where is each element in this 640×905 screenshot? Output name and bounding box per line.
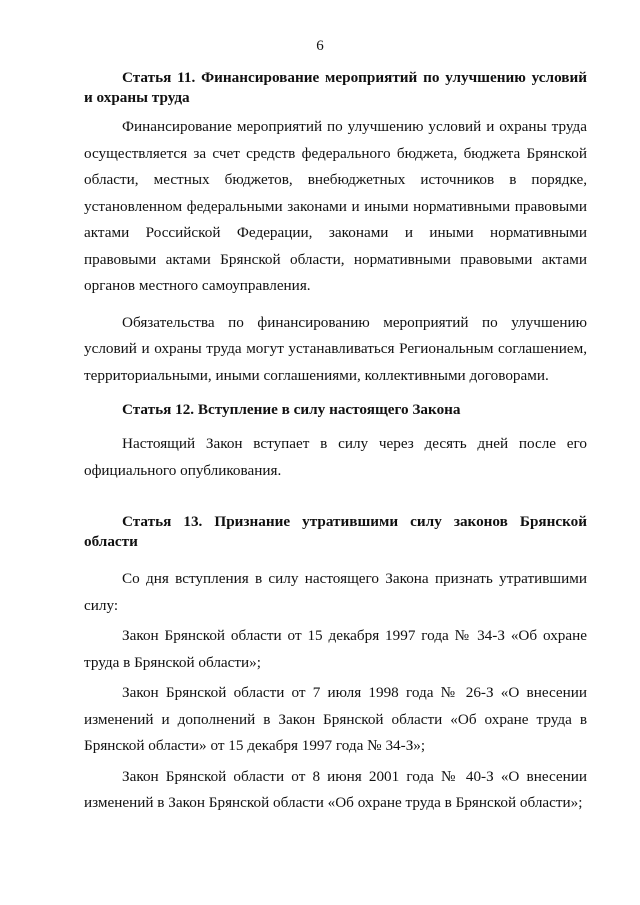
repealed-law-item-1: Закон Брянской области от 15 декабря 1997 года № 34-З «Об охране труда в Брянской области»;	[84, 627, 587, 671]
article-12-title: Статья 12. Вступление в силу настоящего Закона	[122, 401, 461, 418]
article-13-title: Статья 13. Признание утратившими силу законов Брянской области	[84, 513, 587, 550]
article-12-paragraph-1: Настоящий Закон вступает в силу через десять дней после его официального опубликования.	[84, 435, 587, 479]
page-number: 6	[316, 38, 324, 54]
article-13-intro: Со дня вступления в силу настоящего Закона признать утратившими силу:	[84, 570, 587, 614]
repealed-law-item-2: Закон Брянской области от 7 июля 1998 года № 26-З «О внесении изменений и дополнений в Закон Брянской области «Об охране труда в Брянской области» от 15 декабря 1997 года № 34-З»;	[84, 684, 587, 754]
repealed-law-item-3: Закон Брянской области от 8 июня 2001 года № 40-З «О внесении изменений в Закон Брянской области «Об охране труда в Брянской области»;	[84, 767, 587, 811]
document-body	[84, 68, 587, 817]
article-11-paragraph-1: Финансирование мероприятий по улучшению условий и охраны труда осуществляется за счет средств федерального бюджета, бюджета Брянской области, местных бюджетов, внебюджетных источников в порядке, установленном федеральными законами и иными нормативными правовыми актами Российской Федерации, законами и иными нормативными правовыми актами Брянской области, нормативными правовыми актами органов местного самоуправления.	[84, 118, 587, 294]
article-11-paragraph-2: Обязательства по финансированию мероприятий по улучшению условий и охраны труда могут устанавливаться Региональным соглашением, территориальными, иными соглашениями, коллективными договорами.	[84, 313, 587, 384]
article-11-title: Статья 11. Финансирование мероприятий по улучшению условий и охраны труда	[84, 69, 587, 106]
